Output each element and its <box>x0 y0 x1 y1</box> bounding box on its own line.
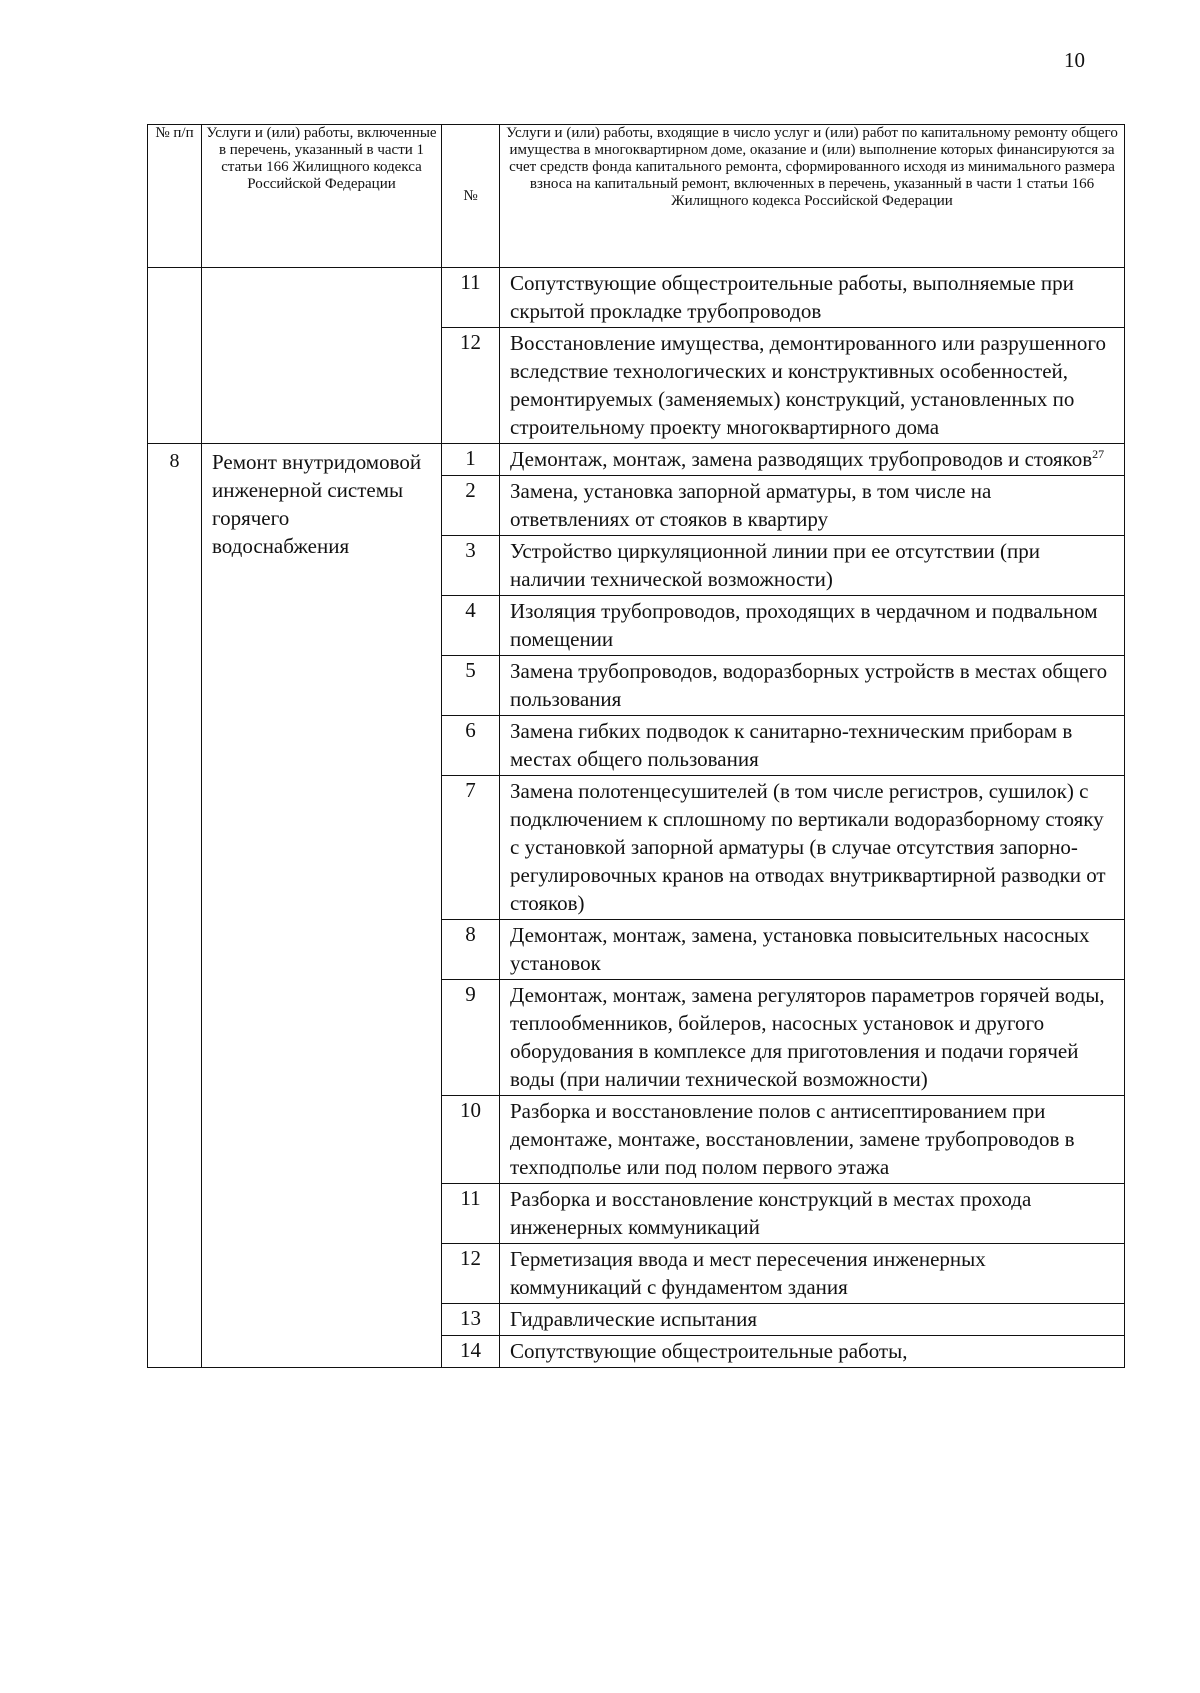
item-number: 14 <box>442 1336 500 1368</box>
item-text-content: Замена полотенцесушителей (в том числе регистров, сушилок) с подключением к сплошному по вертикали водоразборному стояку с установкой запорной арматуры (в случае отсутствия запорно-регулировочных кранов на отводах внутриквартирной разводки от стояков) <box>510 779 1106 915</box>
item-text <box>500 656 1125 716</box>
item-number: 12 <box>442 328 500 444</box>
continued-num-cell <box>148 268 202 444</box>
table-header-row <box>148 125 1125 268</box>
item-text <box>500 476 1125 536</box>
item-text <box>500 596 1125 656</box>
item-number: 4 <box>442 596 500 656</box>
item-number: 2 <box>442 476 500 536</box>
header-service: Услуги и (или) работы, включенные в перечень, указанный в части 1 статьи 166 Жилищного кодекса Российской Федерации <box>202 125 442 268</box>
item-text-content: Устройство циркуляционной линии при ее отсутствии (при наличии технической возможности) <box>510 539 1040 591</box>
item-text: Восстановление имущества, демонтированного или разрушенного вследствие технологических и конструктивных особенностей, ремонтируемых (заменяемых) конструкций, установленных по строительному проекту многоквартирного дома <box>500 328 1125 444</box>
item-text: Сопутствующие общестроительные работы, выполняемые при скрытой прокладке трубопроводов <box>500 268 1125 328</box>
continued-name-cell <box>202 268 442 444</box>
services-table <box>147 124 1125 1368</box>
header-subnum: № <box>442 125 500 268</box>
item-text-content: Замена, установка запорной арматуры, в том числе на ответвлениях от стояков в квартиру <box>510 479 992 531</box>
item-text <box>500 1184 1125 1244</box>
item-number: 11 <box>442 268 500 328</box>
header-subservice: Услуги и (или) работы, входящие в число услуг и (или) работ по капитальному ремонту общего имущества в многоквартирном доме, оказание и (или) выполнение которых финансируются за счет средств фонда капитального ремонта, сформированного исходя из минимального размера взноса на капитальный ремонт, включенных в перечень, указанный в части 1 статьи 166 Жилищного кодекса Российской Федерации <box>500 125 1125 268</box>
item-text <box>500 536 1125 596</box>
item-text <box>500 1244 1125 1304</box>
item-text-content: Демонтаж, монтаж, замена, установка повысительных насосных установок <box>510 923 1090 975</box>
item-text-content: Гидравлические испытания <box>510 1307 757 1331</box>
item-text-content: Демонтаж, монтаж, замена регуляторов параметров горячей воды, теплообменников, бойлеров, насосных установок и другого оборудования в комплексе для приготовления и подачи горячей воды (при наличии технической возможности) <box>510 983 1105 1091</box>
item-number: 8 <box>442 920 500 980</box>
group-number: 8 <box>148 444 202 1368</box>
table-row <box>148 268 1125 328</box>
item-text <box>500 716 1125 776</box>
item-text <box>500 444 1125 476</box>
item-number: 10 <box>442 1096 500 1184</box>
item-text <box>500 920 1125 980</box>
item-number: 11 <box>442 1184 500 1244</box>
item-text <box>500 1336 1125 1368</box>
item-number: 1 <box>442 444 500 476</box>
group-name: Ремонт внутридомовой инженерной системы горячего водоснабжения <box>202 444 442 1368</box>
item-text-content: Герметизация ввода и мест пересечения инженерных коммуникаций с фундаментом здания <box>510 1247 986 1299</box>
item-text-content: Сопутствующие общестроительные работы, <box>510 1339 908 1363</box>
page-number: 10 <box>1064 48 1085 72</box>
header-num: № п/п <box>148 125 202 268</box>
item-text <box>500 776 1125 920</box>
item-text-content: Замена гибких подводок к санитарно-техническим приборам в местах общего пользования <box>510 719 1073 771</box>
table-row <box>148 444 1125 476</box>
item-text <box>500 1096 1125 1184</box>
item-number: 7 <box>442 776 500 920</box>
item-number: 12 <box>442 1244 500 1304</box>
item-number: 13 <box>442 1304 500 1336</box>
item-number: 6 <box>442 716 500 776</box>
item-text-content: Замена трубопроводов, водоразборных устройств в местах общего пользования <box>510 659 1108 711</box>
footnote-marker: 27 <box>1092 447 1105 461</box>
item-text-content: Разборка и восстановление полов с антисептированием при демонтаже, монтаже, восстановлении, замене трубопроводов в техподполье или под полом первого этажа <box>510 1099 1075 1179</box>
item-number: 3 <box>442 536 500 596</box>
item-text-content: Демонтаж, монтаж, замена разводящих трубопроводов и стояков <box>510 447 1093 471</box>
item-text-content: Изоляция трубопроводов, проходящих в чердачном и подвальном помещении <box>510 599 1098 651</box>
item-text-content: Разборка и восстановление конструкций в местах прохода инженерных коммуникаций <box>510 1187 1032 1239</box>
item-number: 9 <box>442 980 500 1096</box>
item-text <box>500 980 1125 1096</box>
item-text <box>500 1304 1125 1336</box>
item-number: 5 <box>442 656 500 716</box>
